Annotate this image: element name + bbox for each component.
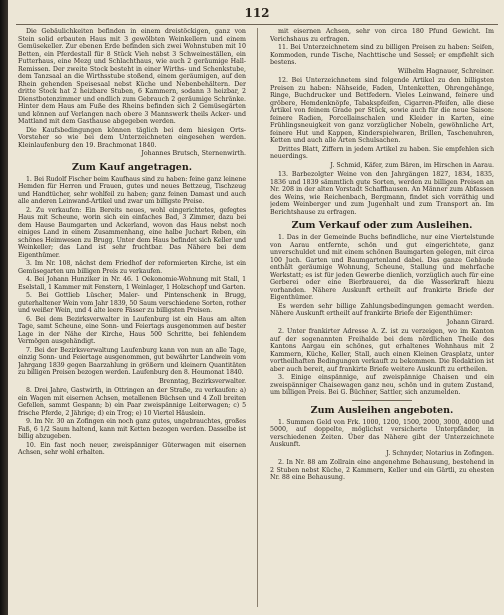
kauf-list <box>18 176 246 457</box>
kauf-item: 9. Im Nr. 30 an Zofingen ein noch ganz gutes, ungebrauchtes, großes Faß, 6 1/2 Saum haltend, kann mit Ketten bezogen werden. Dasselbe ist billig abzugeben. <box>18 418 246 440</box>
page-header <box>16 6 498 25</box>
section-rule <box>352 400 412 401</box>
column-divider <box>257 28 258 607</box>
kauf-item: 2. Zu verkaufen: Ein Bereits neues, wohl eingerichtetes, gefegtes Haus mit Scheune, worin sich ein einfaches Bad, 3 Zimmer, dazu bei dem Hause Baumgarten und Ackerland, wovon das Haus nebst noch einiges Land in einem Zusammenhang, eine halbe Juchart Reben, ein schönes Heimwesen zu Brugg. Unter dem Haus befindet sich Keller und Weinkeller; das Land ist sehr fruchtbar. Das Nähere bei dem Eigenthümer. <box>18 206 246 259</box>
page-number: 112 <box>244 6 270 20</box>
newspaper-page <box>8 0 504 615</box>
kauf-item: 8. Drei Jahre, Gastwirth, in Ottringen an der Straße, zu verkaufen: a) ein Wagen mit eisernen Achsen, metallenen Büchsen und 4 Zoll breiten Gefellen, sammt Gespann; b) ein Paar zweispännige Leiterwagen; c) 5 frische Pferde, 2 Jährige; d) ein Trog; e) 10 Viertel Häuslein. <box>18 387 246 417</box>
continued-paragraph: mit eisernen Achsen, sehr von circa 180 Pfund Gewicht. Im Verichshaus zu erfragen. <box>270 28 494 43</box>
heading-zum-ausleihen: Zum Ausleihen angeboten. <box>310 404 454 416</box>
left-column <box>18 28 246 609</box>
kauf-signature: Brenntag, Bezirksverwalter. <box>159 377 246 385</box>
page-edge-shadow <box>0 0 8 615</box>
right-column <box>270 28 494 609</box>
notice-item: 12. Bei Unterzeichnetem sind folgende Artikel zu den billigsten Preisen zu haben: Nähseide, Faden, Untenketten, Ohrengehänge, Ringe, Buchdrucker und Bettfedern. Vieles Leinwand, feinere und gröbere, Hemdenknöpfe, Tabakspfeifen, Cigarren-Pfeifen, alle diese Artikel von feinem Grade per Stück, sowie auch für die neue Saison: feinere Radien, Porcellainschalen und Kleider in Karten, eine Frühlingsneuigkeit von ganz vorzüglicher Nobeln, gewöhnliche Art, feinere Hut und Kappen, Kinderspielwaren, Brillen, Taschenuhren, Ketten und auch alle Arten Schulsachen. <box>270 77 494 144</box>
intro-paragraph-2: Die Kaufsbedingungen können täglich bei dem hiesigen Orts-Vorsteher so wie bei dem Unterzeichneten eingesehen werden. Kleinlaufenburg den 19. Brachmonat 1840. <box>18 126 246 149</box>
kauf-item: 4. Bei Johann Hunziker in Nr. 46. 1 Oekonomie-Wohnung mit Stall, 1 Eselstall, 1 Kammer mit Fenstern, 1 Weinlager, 1 Holzschopf und Garten. <box>18 276 246 291</box>
verkauf-item: Es werden sehr billige Zahlungsbedingungen gemacht werden. Nähere Auskunft ertheilt auf frankirte Briefe der Eigenthümer: <box>270 302 494 317</box>
kauf-item: 6. Bei dem Bezirksverwalter in Laufenburg ist ein Haus am alten Tage, samt Scheune, eine Sonn- und Feiertags ausgenommen auf bester Lage in der Nähe der Kirche, Haus 500 Schritte, bei fehlendem Vermögen ausgehändigt. <box>18 315 246 345</box>
kauf-item: 1. Bei Rudolf Fischer beim Kaufhaus sind zu haben: feine ganz leinene Hemden für Herren und Frauen, gutes und neues Bettzeug, Tischzeug und Handtücher, sehr wohlfeil zu haben; ganz feinen Damast und auch alle anderen Leinwand-Artikel und zwar um billigste Preise. <box>18 175 246 205</box>
heading-zum-kauf: Zum Kauf angetragen. <box>71 161 193 173</box>
verkauf-item: 3. Einige einspännige, auf zweispännige Chaisen und ein zweispänniger Chaisewagen ganz neu, schön und in gutem Zustand, um billigen Preis. Bei G. Büchner, Sattler, sich anzumelden. <box>270 374 494 396</box>
verkauf-item: 2. Unter frankirter Adresse A. Z. ist zu verzeigen, wo im Kanton auf der sogenannten Freihalde bei dem nördlichen Theile des Kantons Aargau ein schönes, gut erhaltenes Wohnhaus mit 2 Kammern, Küche, Keller, Stall, auch einen Kleinen Grasplatz, unter vortheilhaften Bedingungen verkauft zu bekommen. Die Redaktion ist aber auch bereit, auf frankirte Briefe weitere Auskunft zu ertheilen. <box>270 328 494 373</box>
verkauf-signature: Johann Girard. <box>446 318 494 326</box>
heading-zum-verkauf: Zum Verkauf oder zum Ausleihen. <box>291 220 473 231</box>
notice-signature: J. Schmid, Käfer, zum Bären, im Hirschen in Aarau. <box>330 161 494 169</box>
intro-paragraph: Die Gebäulichkeiten befinden in einem dreistöckigen, ganz von Stein solid erbauten Haus mit 3 gewölbten Weinkellern und einem Gemüsekeller. Zur ebenen Erde befinden sich zwei Wohnstuben mit 10 Betten, ein Pferdestall für 8 Stück Vieh nebst 3 Schweineställen, ein Futterhaus, eine Mezg und Schlachthaus, wie auch 2 geräumige Hall-Remissen. Der zweite Stock besteht in einer Wirths- und Schenkstube, dem Tanzsaal an die Wirthsstube stoßend, einem geräumigen, auf den Rhein gehenden Speisesaal nebst Küche und Nebenbehältern. Der dritte Stock hat 2 heizbare Stuben, 6 Kammern, sodann 3 heizbar, 2 Dienstbotenzimmer und endlich zum Gebrauch 2 geräumige Schränke. Hinter dem Haus am Fuße des Rheins befinden sich 2 Gemüsegärten und können auf Verlangen nach obere 3 Mannswerk theils Acker- und Mattland mit dem Gasthause abgegeben werden. <box>18 28 246 125</box>
notice-item: 11. Bei Unterzeichnetem sind zu billigen Preisen zu haben: Seifen, Kommoden, runde Tische, Nachttische und Sessel; er empfiehlt sich bestens. <box>270 44 494 66</box>
kauf-item: 3. Im Nr. 108, nächst dem Friedhof der reformierten Kirche, ist ein Gemüsegarten um billigen Preis zu verkaufen. <box>18 260 246 275</box>
ausleihen-signature: J. Schnyder, Notarius in Zofingen. <box>386 449 494 457</box>
ausleihen-item: 2. In Nr. 88 am Zollrain eine angenehme Behausung, bestehend in 2 Stuben nebst Küche, 2 Kammern, Keller und ein Gärtli, zu ehesten Nr. 88 eine Behausung. <box>270 459 494 481</box>
intro-signature: Johannes Brutsch, Sternenwirth. <box>141 150 246 157</box>
notice-item: 13. Barbezolgter Weine von den Jahrgängen 1827, 1834, 1835, 1836 und 1839 sämmtlich gute Sorten, werden zu billigen Preisen an Nr. 208 in der alten Vorstadt Schaffhausen. An Männer zum Abfassen des Weins, wie Reichenbach, Bergmann, findet sich vorräthig und jedem Weinberger und zum Jugenhalt und zum Transport an. Im Berichtshause zu erfragen. <box>270 171 494 216</box>
verkauf-item: 1. Das in der Gemeinde Buchs befindliche, nur eine Viertelstunde von Aarau entfernte, schön und gut eingerichtete, ganz unverschuldet und mit einem schönen Baumgarten gelegen, mit circa 100 Juch. Garten und Baumgartenland dabei. Das ganze Gebäude enthält geräumige Wohnung, Scheune, Stallung und mehrfache Werkstatt; es ist für jeden Gewerbe dienlich, vorzüglich auch für eine Gerberei oder eine Bierbrauerei, da die Wasserkraft hiezu vorhanden. Nähere Auskunft ertheilt auf frankirte Briefe der Eigenthümer. <box>270 234 494 301</box>
kauf-item: 5. Bei Gottlieb Lüscher, Maler- und Pintenschenk in Brugg, guterhaltener Wein vom Jahr 1839, 50 Saum verschiedene Sorten, rother und weißer Wein, und 4 alte leere Fässer zu billigsten Preisen. <box>18 292 246 314</box>
kauf-item: 7. Bei der Bezirksverwaltung Laufenburg kann von nun an alle Tage, einzig Sonn- und Feiertage ausgenommen, gut bewährter Landwein vom Jahrgang 1839 gegen Baarzahlung in größern und kleinern Quantitäten zu billigen Preisen bezogen werden. Laufenburg den 8. Heumonat 1840. <box>18 346 246 376</box>
notice-signature: Wilhelm Hagnauer, Schreiner. <box>397 67 494 75</box>
kauf-item: 10. Ein fast noch neuer, zweispänniger Güterwagen mit eisernen Achsen, sehr wohl erhalten. <box>18 441 246 456</box>
ausleihen-item: 1. Summen Geld von Frk. 1000, 1200, 1500, 2000, 3000, 4000 und 5000, auf doppelte, möglichst versicherte Unterpfänder, in verschiedenen Zeiten. Über das Nähere gibt der Unterzeichnete Auskunft. <box>270 418 494 448</box>
notice-item: Drittes Blatt, Ziffern in jedem Artikel zu haben. Sie empfehlen sich neuerdings. <box>270 145 494 160</box>
